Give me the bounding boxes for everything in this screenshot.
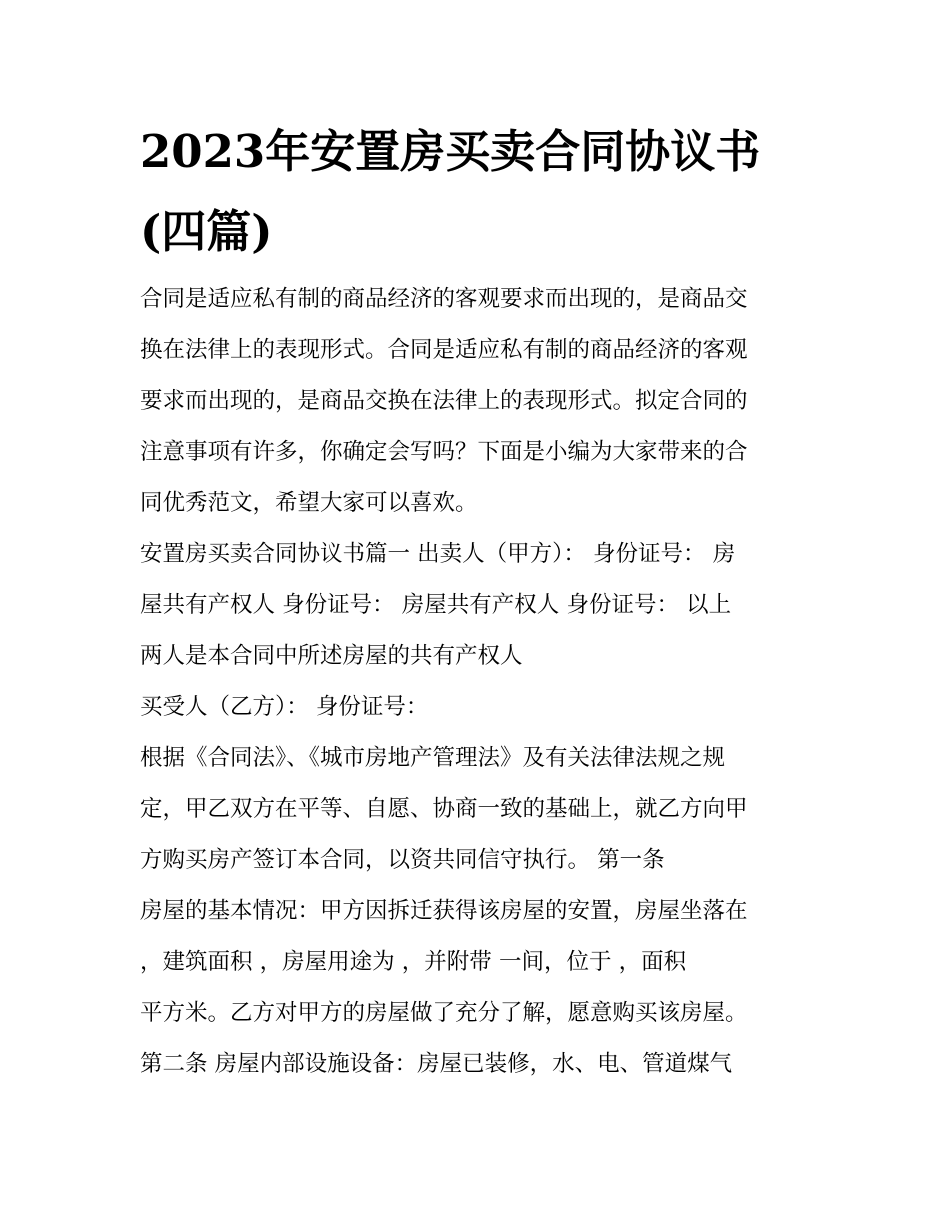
body-line: 第二条 房屋内部设施设备：房屋已装修，水、电、管道煤气 [140,1051,733,1077]
body-line: 安置房买卖合同协议书篇一 出卖人（甲方）： 身份证号： 房 [140,541,736,567]
body-line: 定，甲乙双方在平等、自愿、协商一致的基础上，就乙方向甲 [140,796,748,822]
body-line: 要求而出现的，是商品交换在法律上的表现形式。拟定合同的 [140,388,748,414]
document-title [140,112,830,272]
body-line: 平方米。乙方对甲方的房屋做了充分了解，愿意购买该房屋。 [140,1000,748,1026]
document-body [140,274,830,1090]
body-line: 合同是适应私有制的商品经济的客观要求而出现的，是商品交 [140,286,748,312]
body-line: 换在法律上的表现形式。合同是适应私有制的商品经济的客观 [140,337,748,363]
body-line: 注意事项有许多，你确定会写吗？下面是小编为大家带来的合 [140,439,748,465]
body-line: 两人是本合同中所述房屋的共有产权人 [140,643,523,669]
body-line: 房屋的基本情况：甲方因拆迁获得该房屋的安置，房屋坐落在 [140,898,748,924]
body-line: 根据《合同法》、《城市房地产管理法》及有关法律法规之规 [140,745,726,771]
body-line: 屋共有产权人 身份证号： 房屋共有产权人 身份证号： 以上 [140,592,732,618]
title-line: (四篇) [140,205,273,258]
body-line: 同优秀范文，希望大家可以喜欢。 [140,490,478,516]
body-line: 方购买房产签订本合同，以资共同信守执行。 第一条 [140,847,665,873]
body-line: 买受人（乙方）： 身份证号： [140,694,429,720]
title-line: 2023年安置房买卖合同协议书 [140,125,761,178]
body-line: ，建筑面积 ，房屋用途为 ，并附带 一间，位于 ，面积 [140,949,687,975]
